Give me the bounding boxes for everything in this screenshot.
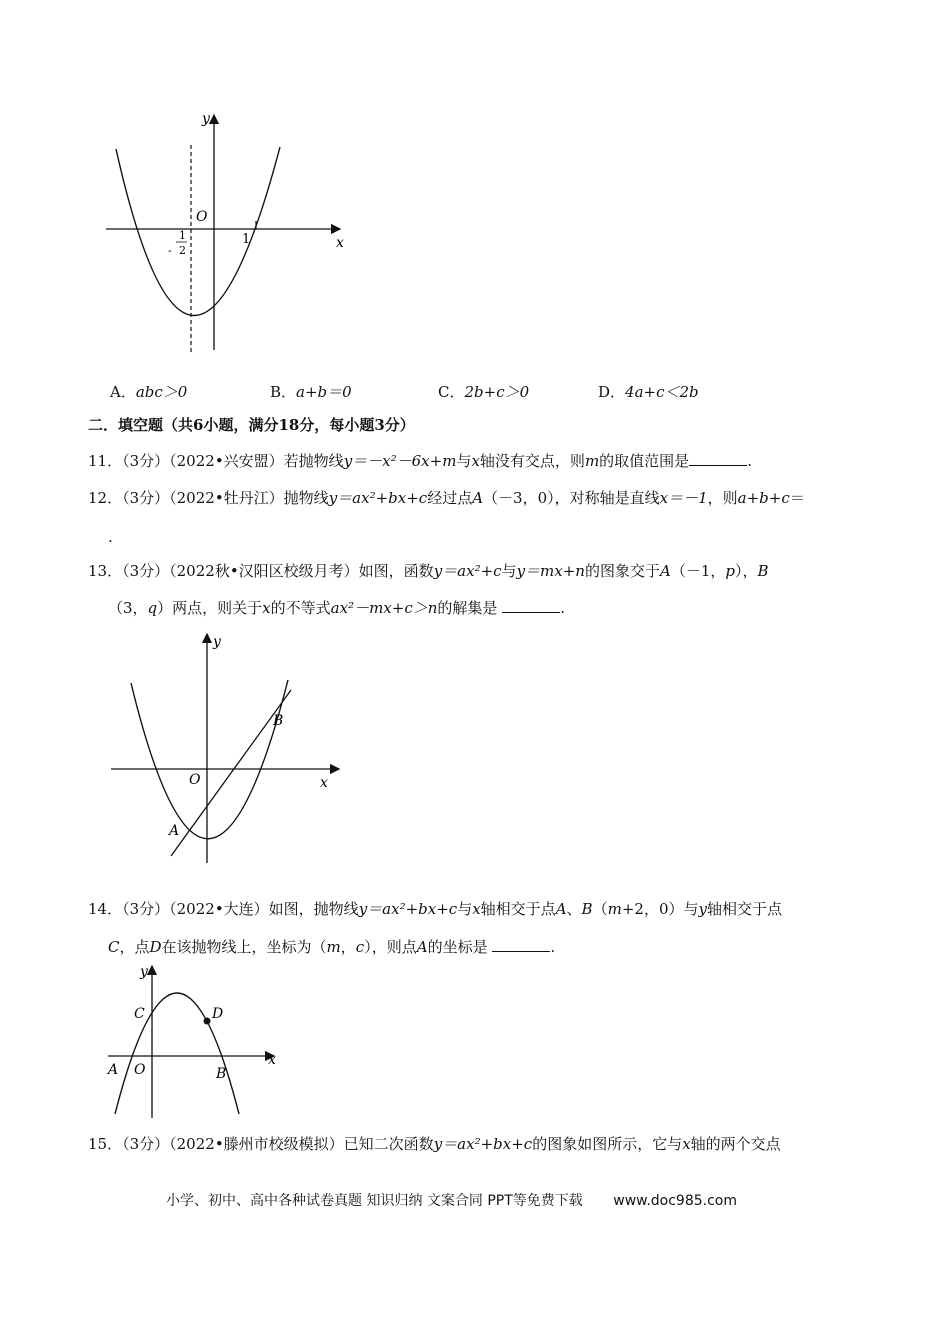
q12-text: 经过点 bbox=[427, 489, 473, 507]
q14-var: A bbox=[416, 938, 428, 956]
q14-var: y bbox=[698, 900, 707, 918]
origin-label: O bbox=[189, 772, 201, 788]
q15-var: x bbox=[682, 1135, 691, 1153]
q14-text: 与 bbox=[457, 900, 473, 918]
y-axis-label: y bbox=[202, 111, 210, 127]
q15-score: （3分） bbox=[122, 1135, 170, 1153]
q14-formula: y＝ax²+bx+c bbox=[358, 900, 458, 918]
question-13-line2: （3，q）两点，则关于x的不等式ax²－mx+c＞n的解集是 . bbox=[108, 599, 565, 617]
q15-text: 轴的两个交点 bbox=[690, 1135, 781, 1153]
q12-formula: a+b+c bbox=[737, 489, 790, 507]
option-a-text: abc＞0 bbox=[135, 383, 188, 401]
point-b-label: B bbox=[273, 713, 284, 729]
q14-number: 14． bbox=[88, 900, 123, 918]
footer bbox=[166, 1190, 737, 1210]
answer-blank bbox=[689, 451, 747, 466]
q15-text: 已知二次函数 bbox=[343, 1135, 434, 1153]
q14-var: m bbox=[607, 900, 622, 918]
tick-one-label: 1 bbox=[242, 232, 251, 247]
figure-q13-parabola-line bbox=[105, 628, 355, 868]
q13-formula: y＝mx+n bbox=[516, 562, 585, 580]
q12-number: 12． bbox=[88, 489, 123, 507]
q14-text: 轴相交于点 bbox=[480, 900, 556, 918]
answer-blank bbox=[492, 937, 550, 952]
q14-var: m bbox=[326, 938, 341, 956]
q13-text: ）， bbox=[734, 562, 758, 580]
q14-text: （ bbox=[592, 900, 608, 918]
question-13 bbox=[88, 560, 769, 582]
q15-number: 15． bbox=[88, 1135, 123, 1153]
q13-text: 的图象交于 bbox=[584, 562, 660, 580]
q13-number: 13． bbox=[88, 562, 123, 580]
q13-formula: ax²－mx+c＞n bbox=[330, 599, 438, 617]
q12-var: A bbox=[472, 489, 484, 507]
q13-text: 的解集是 bbox=[437, 599, 498, 617]
q11-formula: y＝－x²－6x+m bbox=[343, 452, 457, 470]
q14-text: ， bbox=[340, 938, 356, 956]
q13-text: 的不等式 bbox=[270, 599, 331, 617]
parabola-curve bbox=[116, 147, 280, 316]
q11-text: 轴没有交点，则 bbox=[479, 452, 585, 470]
q12-text: （－3，0），对称轴是直线 bbox=[483, 489, 660, 507]
option-d-text: 4a+c＜2b bbox=[625, 383, 699, 401]
point-a-label: A bbox=[169, 823, 180, 839]
footer-url[interactable]: www.doc985.com bbox=[613, 1193, 737, 1209]
y-axis-label: y bbox=[140, 964, 148, 980]
question-15 bbox=[88, 1133, 781, 1155]
parabola-curve bbox=[131, 680, 288, 839]
q12-end-dot: . bbox=[108, 528, 113, 546]
origin-label: O bbox=[134, 1062, 146, 1078]
option-b-label: B． bbox=[270, 383, 297, 401]
q12-formula: y＝ax²+bx+c bbox=[328, 489, 428, 507]
q14-source: （2022•大连） bbox=[169, 900, 269, 918]
origin-label: O bbox=[196, 209, 208, 225]
q14-text: 如图，抛物线 bbox=[268, 900, 359, 918]
q12-source: （2022•牡丹江） bbox=[169, 489, 284, 507]
figure-q14-parabola bbox=[102, 962, 287, 1122]
question-12 bbox=[88, 487, 805, 509]
point-a-label: A bbox=[108, 1062, 119, 1078]
q11-var: m bbox=[584, 452, 600, 470]
q13-var: p bbox=[725, 562, 735, 580]
q15-formula: y＝ax²+bx+c bbox=[433, 1135, 533, 1153]
section-heading: 二．填空题（共6小题，满分18分，每小题3分） bbox=[88, 416, 415, 434]
option-b-text: a+b＝0 bbox=[296, 383, 352, 401]
q14-text: ），则点 bbox=[364, 938, 417, 956]
point-c-label: C bbox=[134, 1006, 145, 1022]
q14-text: 的坐标是 bbox=[427, 938, 488, 956]
q13-text: ）两点，则关于 bbox=[157, 599, 263, 617]
q13-text: 与 bbox=[501, 562, 517, 580]
q14-var: B bbox=[581, 900, 593, 918]
q13-var: A bbox=[659, 562, 671, 580]
question-11: 11．（3分）（2022•兴安盟）若抛物线y＝－x²－6x+m与x轴没有交点，则m的取值范围是 . bbox=[88, 452, 752, 470]
option-a-label: A． bbox=[110, 383, 136, 401]
q11-var: x bbox=[471, 452, 480, 470]
tick-half-sign: - bbox=[168, 244, 172, 257]
q12-text: ＝ bbox=[789, 489, 805, 507]
q11-text: 的取值范围是 bbox=[599, 452, 690, 470]
q12-score: （3分） bbox=[122, 489, 170, 507]
option-c-label: C． bbox=[438, 383, 465, 401]
tick-half-numerator: 1 bbox=[179, 229, 186, 242]
q11-score: （3分） bbox=[122, 452, 170, 470]
q13-text: 如图，函数 bbox=[358, 562, 434, 580]
q12-text: 抛物线 bbox=[283, 489, 329, 507]
figure-q10-parabola bbox=[100, 105, 360, 365]
q13-source: （2022秋•汉阳区校级月考） bbox=[169, 562, 359, 580]
q14-text: 、 bbox=[566, 900, 582, 918]
option-b bbox=[270, 381, 352, 402]
option-d-label: D． bbox=[598, 383, 626, 401]
q15-source: （2022•滕州市校级模拟） bbox=[169, 1135, 344, 1153]
q15-text: 的图象如图所示，它与 bbox=[532, 1135, 683, 1153]
option-c-text: 2b+c＞0 bbox=[464, 383, 530, 401]
q14-text: 在该抛物线上，坐标为（ bbox=[161, 938, 327, 956]
q14-text: 轴相交于点 bbox=[706, 900, 782, 918]
q13-formula: y＝ax²+c bbox=[433, 562, 502, 580]
q13-text: （－1， bbox=[670, 562, 726, 580]
x-axis-label: x bbox=[268, 1052, 276, 1068]
point-d-label: D bbox=[212, 1006, 224, 1022]
q11-text: 若抛物线 bbox=[283, 452, 344, 470]
x-axis-label: x bbox=[336, 235, 344, 251]
q14-var: A bbox=[555, 900, 567, 918]
q14-var: C bbox=[108, 938, 120, 956]
q13-var: x bbox=[262, 599, 271, 617]
y-axis-label: y bbox=[213, 634, 221, 650]
q12-formula: x＝－1 bbox=[659, 489, 708, 507]
q13-score: （3分） bbox=[122, 562, 170, 580]
q13-var: B bbox=[757, 562, 769, 580]
q14-text: ，点 bbox=[119, 938, 150, 956]
q13-var: q bbox=[147, 599, 158, 617]
q14-var: D bbox=[149, 938, 162, 956]
option-d bbox=[598, 381, 699, 402]
option-c bbox=[438, 381, 529, 402]
q12-text: ，则 bbox=[707, 489, 738, 507]
q13-text: （3， bbox=[108, 599, 148, 617]
footer-text: 小学、初中、高中各种试卷真题 知识归纳 文案合同 PPT等免费下载 bbox=[166, 1193, 583, 1209]
answer-blank bbox=[502, 598, 560, 613]
tick-half-denominator: 2 bbox=[179, 244, 186, 257]
q14-var: x bbox=[472, 900, 481, 918]
question-14 bbox=[88, 898, 782, 920]
option-a bbox=[110, 381, 187, 402]
q14-score: （3分） bbox=[122, 900, 170, 918]
q14-var: c bbox=[355, 938, 365, 956]
question-14-line2: C，点D在该抛物线上，坐标为（m，c），则点A的坐标是 . bbox=[108, 938, 556, 956]
q11-text: 与 bbox=[456, 452, 472, 470]
point-d bbox=[204, 1018, 211, 1025]
point-b-label: B bbox=[216, 1066, 227, 1082]
q14-text: +2，0）与 bbox=[621, 900, 699, 918]
x-axis-label: x bbox=[320, 775, 328, 791]
q11-number: 11． bbox=[88, 452, 123, 470]
q11-source: （2022•兴安盟） bbox=[169, 452, 284, 470]
